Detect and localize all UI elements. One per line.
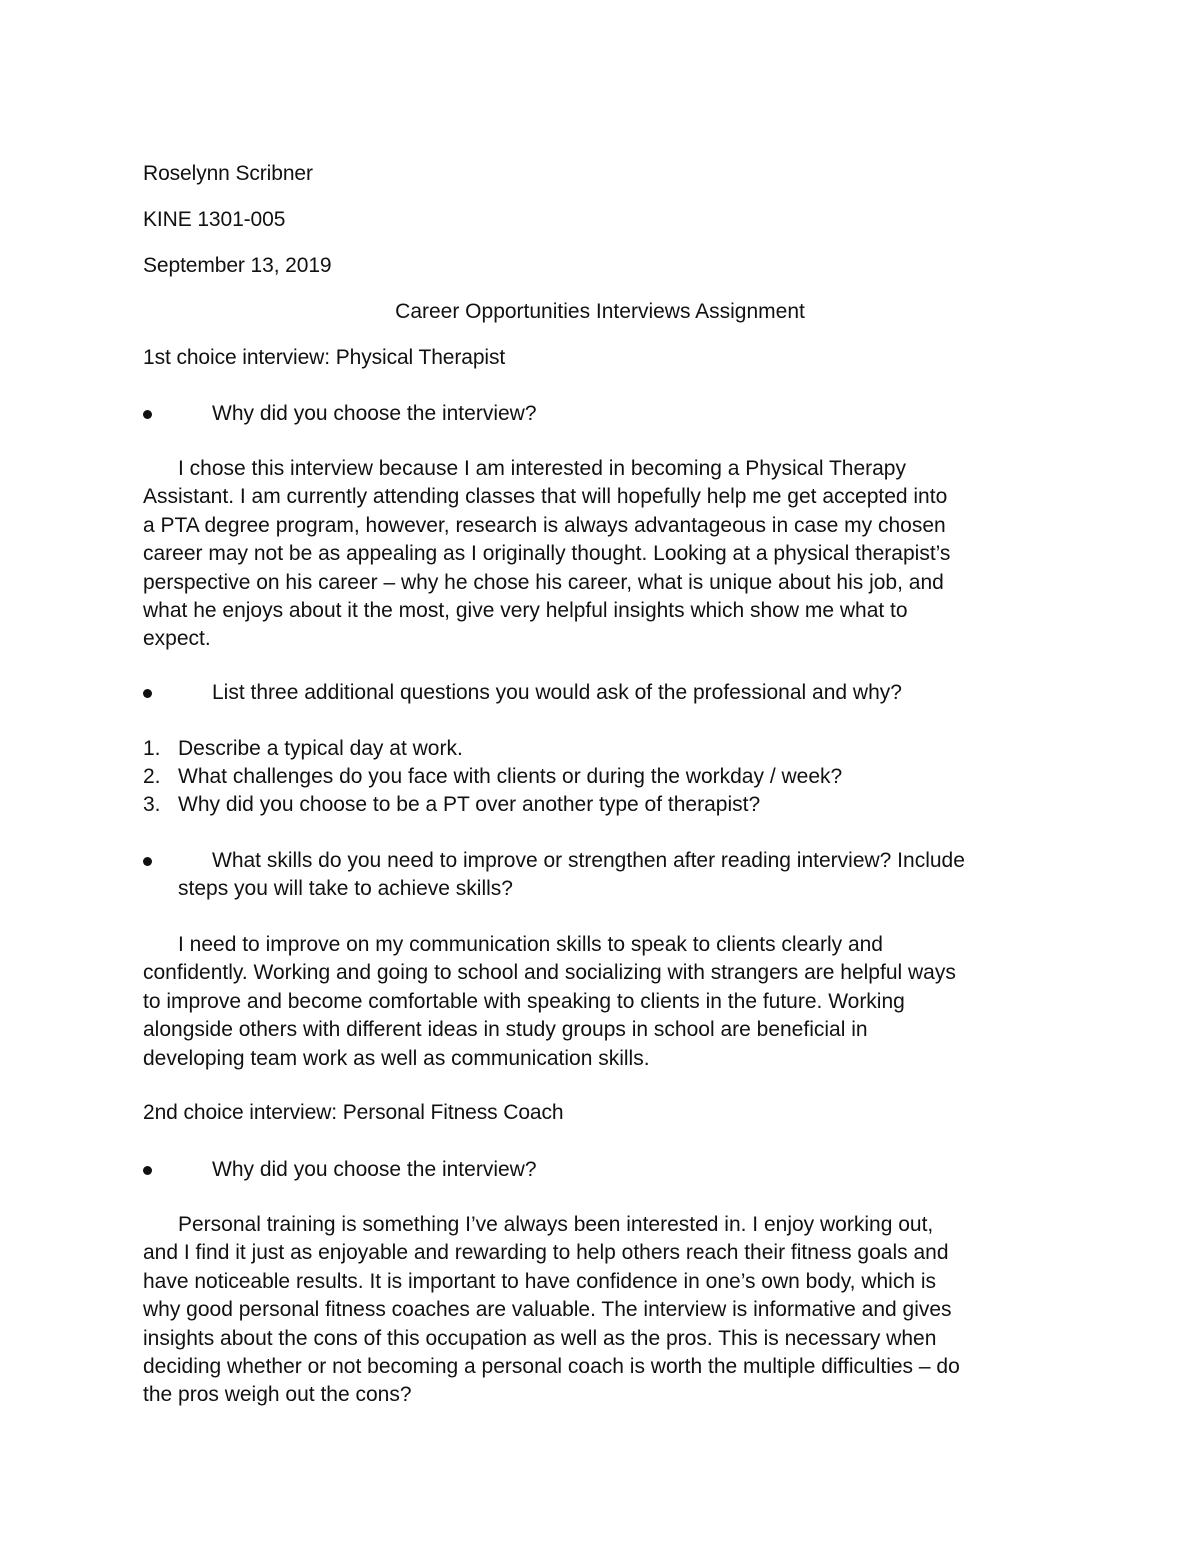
- paragraph-line: what he enjoys about it the most, give very helpful insights which show me what to: [143, 599, 908, 623]
- section2-question1: Why did you choose the interview?: [212, 1158, 537, 1181]
- section1-answer1: [143, 455, 1063, 654]
- paragraph-line: have noticeable results. It is important to have confidence in one’s own body, which is: [143, 1269, 937, 1293]
- paragraph-line: why good personal fitness coaches are valuable. The interview is informative and gives: [143, 1298, 952, 1322]
- section1-question3: What skills do you need to improve or strengthen after reading interview? Include: [212, 849, 965, 872]
- section1-answer3: [143, 931, 1063, 1073]
- list-text: What challenges do you face with clients or during the workday / week?: [178, 765, 843, 788]
- list-text: Describe a typical day at work.: [178, 737, 463, 760]
- document-title: Career Opportunities Interviews Assignment: [395, 300, 805, 323]
- section2-heading: 2nd choice interview: Personal Fitness Coach: [143, 1101, 564, 1124]
- list-number: 3.: [143, 793, 161, 816]
- paragraph-line: alongside others with different ideas in study groups in school are beneficial in: [143, 1018, 868, 1042]
- paragraph-line: I need to improve on my communication skills to speak to clients clearly and: [178, 933, 883, 956]
- list-item: [143, 791, 760, 819]
- paragraph-line: Assistant. I am currently attending classes that will hopefully help me get accepted into: [143, 485, 948, 509]
- paragraph-line: confidently. Working and going to school and socializing with strangers are helpful ways: [143, 961, 956, 985]
- list-number: 1.: [143, 737, 161, 760]
- list-item: [143, 763, 842, 791]
- section1-question3-cont: steps you will take to achieve skills?: [178, 877, 513, 900]
- section2-answer1: [143, 1211, 1063, 1410]
- paragraph-line: Personal training is something I’ve always been interested in. I enjoy working out,: [178, 1213, 934, 1236]
- paragraph-line: and I find it just as enjoyable and rewarding to help others reach their fitness goals and: [143, 1241, 949, 1265]
- paragraph-line: insights about the cons of this occupation as well as the pros. This is necessary when: [143, 1326, 937, 1350]
- paragraph-line: developing team work as well as communication skills.: [143, 1046, 650, 1070]
- paragraph-line: a PTA degree program, however, research is always advantageous in case my chosen: [143, 513, 946, 537]
- bullet-icon: [143, 410, 152, 419]
- bullet-icon: [143, 1166, 152, 1175]
- paragraph-line: I chose this interview because I am interested in becoming a Physical Therapy: [178, 457, 906, 480]
- course-code: KINE 1301-005: [143, 208, 286, 231]
- bullet-icon: [143, 857, 152, 866]
- paragraph-line: the pros weigh out the cons?: [143, 1383, 412, 1407]
- section1-question1: Why did you choose the interview?: [212, 402, 537, 425]
- bullet-icon: [143, 689, 152, 698]
- paragraph-line: expect.: [143, 627, 211, 651]
- paragraph-line: deciding whether or not becoming a personal coach is worth the multiple difficulties – do: [143, 1355, 960, 1379]
- paragraph-line: perspective on his career – why he chose his career, what is unique about his job, and: [143, 570, 944, 594]
- paragraph-line: to improve and become comfortable with speaking to clients in the future. Working: [143, 989, 905, 1013]
- author-name: Roselynn Scribner: [143, 162, 313, 185]
- section1-question2: List three additional questions you would ask of the professional and why?: [212, 681, 902, 704]
- list-item: [143, 735, 463, 763]
- section1-heading: 1st choice interview: Physical Therapist: [143, 346, 506, 369]
- list-number: 2.: [143, 765, 161, 788]
- list-text: Why did you choose to be a PT over another type of therapist?: [178, 793, 761, 816]
- paragraph-line: career may not be as appealing as I originally thought. Looking at a physical therapist’s: [143, 542, 951, 566]
- document-date: September 13, 2019: [143, 254, 332, 277]
